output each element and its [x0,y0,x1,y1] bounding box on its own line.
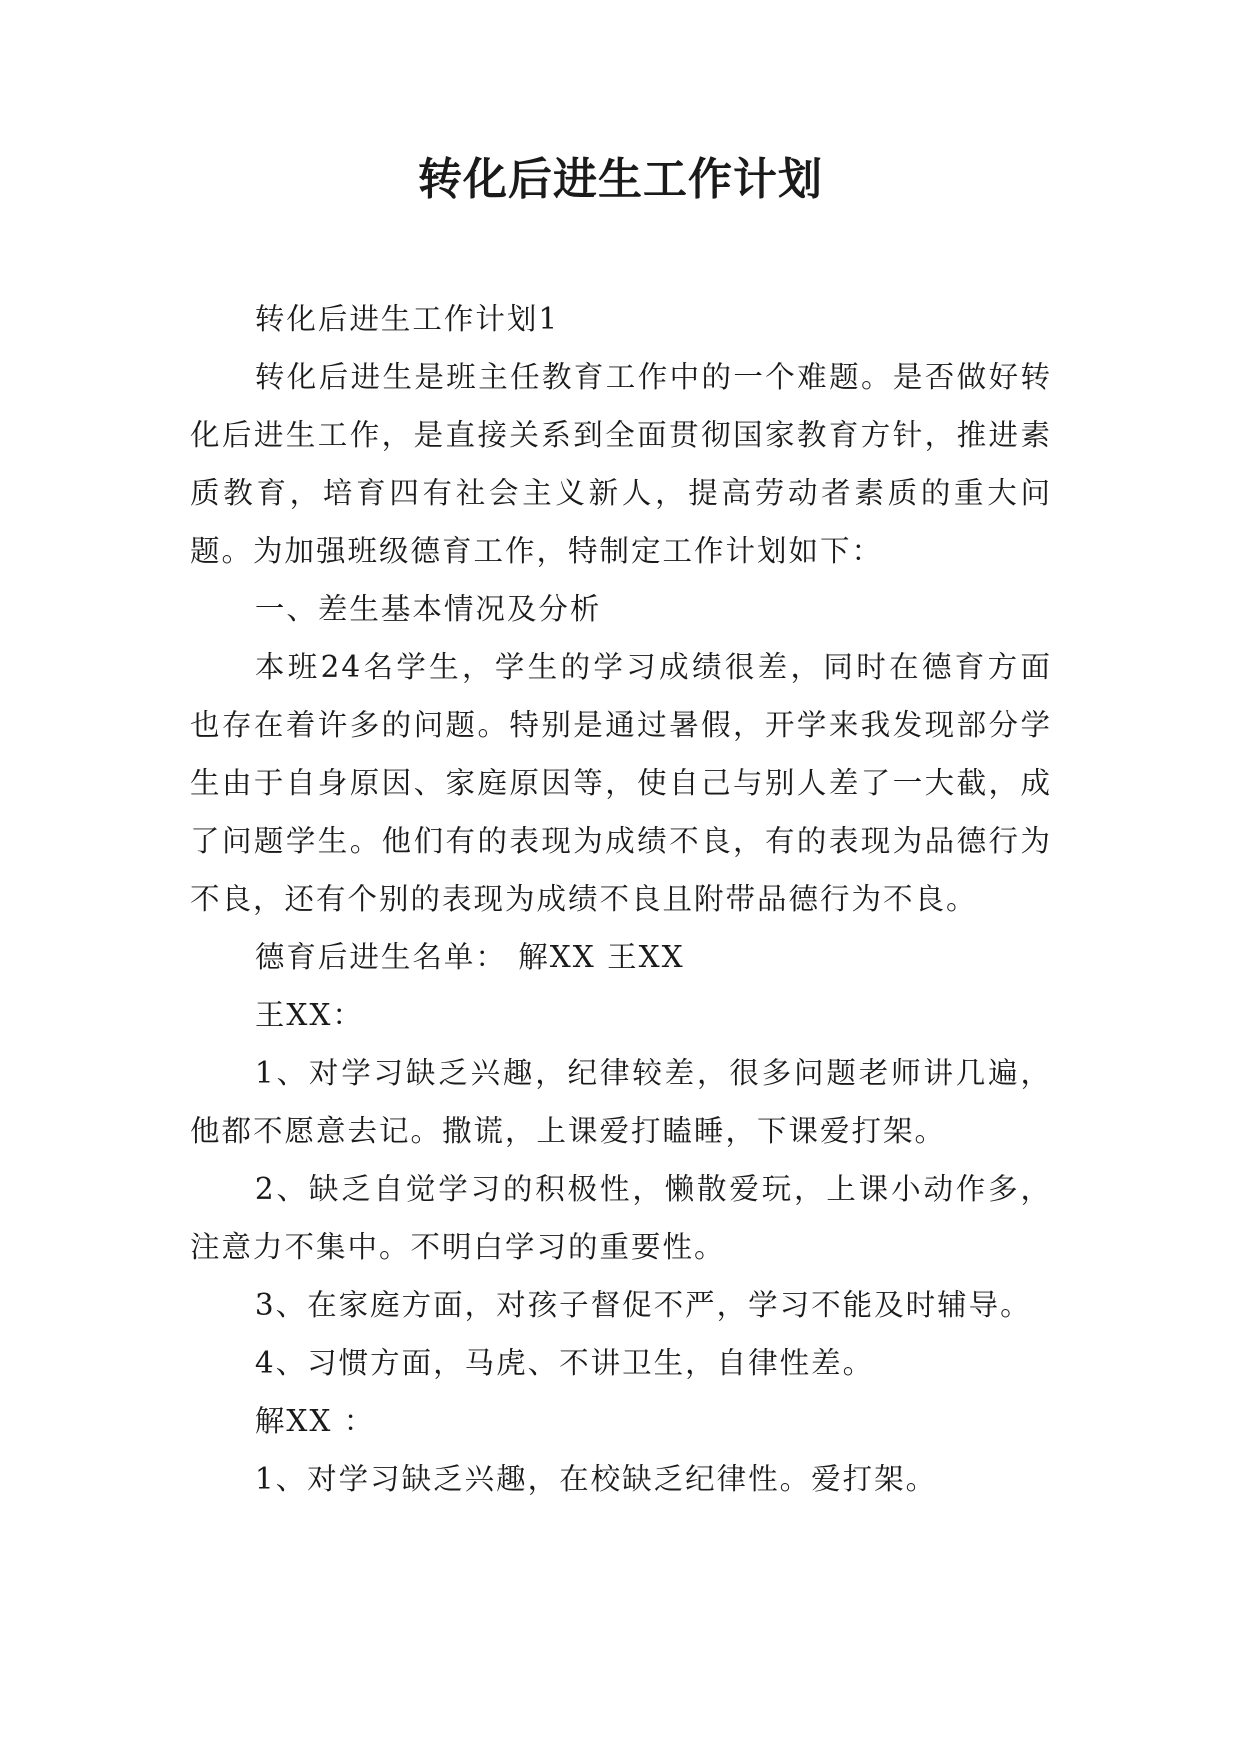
student-heading-wang: 王XX： [254,998,364,1032]
intro-paragraph: 转化后进生是班主任教育工作中的一个难题。是否做好转化后进生工作，是直接关系到全面贯彻国家教育方针，推进素质教育，培育四有社会主义新人，提高劳动者素质的重大问题。为加强班级德育工作，特制定工作计划如下： [190,360,1052,568]
document-title: 转化后进生工作计划 [418,154,823,205]
subsection-heading: 一、差生基本情况及分析 [254,592,602,626]
section-heading: 转化后进生工作计划1 [254,302,560,336]
student-heading-xie: 解XX ： [254,1404,376,1438]
list-item: 1、对学习缺乏兴趣，在校缺乏纪律性。爱打架。 [254,1462,938,1496]
list-item: 2、缺乏自觉学习的积极性，懒散爱玩，上课小动作多，注意力不集中。不明白学习的重要性。 [190,1172,1052,1264]
list-item: 3、在家庭方面，对孩子督促不严，学习不能及时辅导。 [254,1288,1032,1322]
document-body [190,290,1052,1508]
list-item: 1、对学习缺乏兴趣，纪律较差，很多问题老师讲几遍，他都不愿意去记。撒谎，上课爱打瞌睡，下课爱打架。 [190,1056,1052,1148]
list-item: 4、习惯方面，马虎、不讲卫生，自律性差。 [254,1346,875,1380]
analysis-paragraph: 本班24名学生，学生的学习成绩很差，同时在德育方面也存在着许多的问题。特别是通过暑假，开学来我发现部分学生由于自身原因、家庭原因等，使自己与别人差了一大截，成了问题学生。他们有的表现为成绩不良，有的表现为品德行为不良，还有个别的表现为成绩不良且附带品德行为不良。 [190,650,1052,916]
student-list: 德育后进生名单： 解XX 王XX [254,940,685,974]
